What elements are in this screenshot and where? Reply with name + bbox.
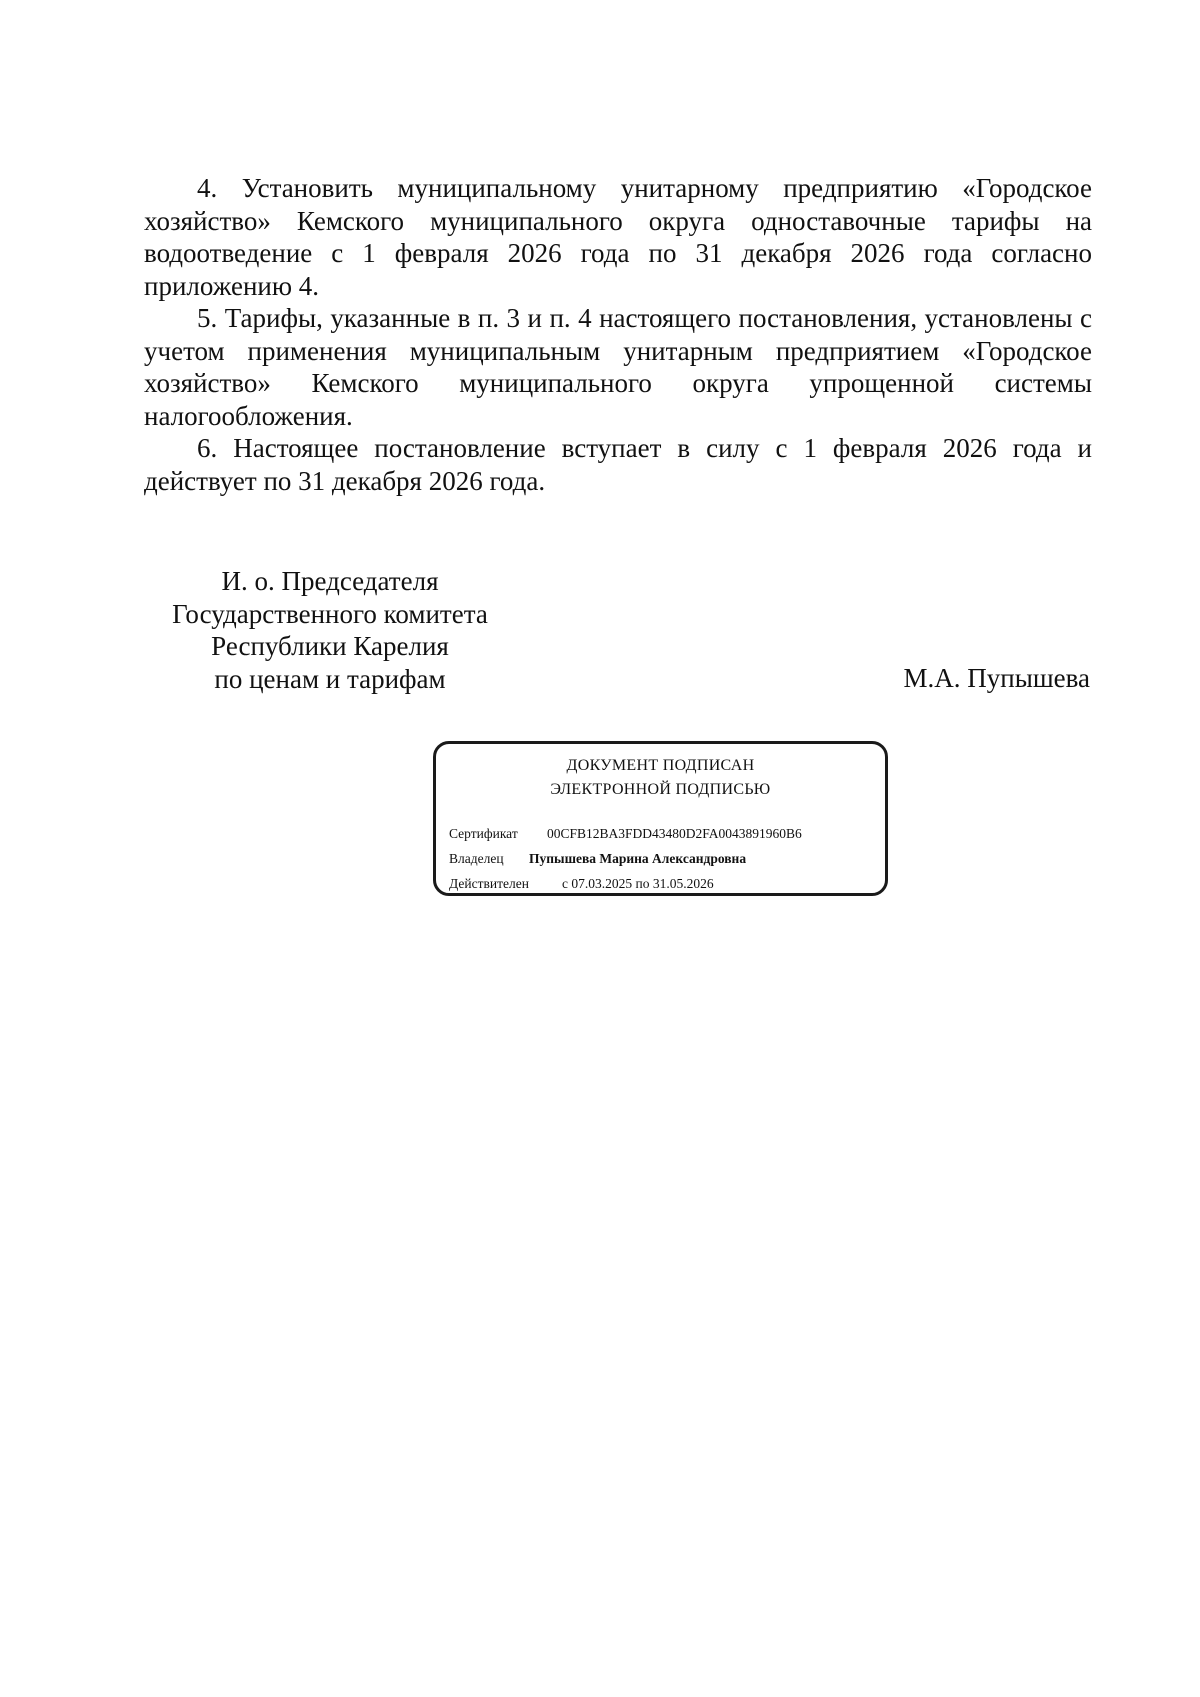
stamp-owner-row — [449, 850, 746, 868]
document-body — [144, 172, 1092, 497]
paragraph-5: 5. Тарифы, указанные в п. 3 и п. 4 настоящего постановления, установлены с учетом применения муниципальным унитарным предприятием «Городское хозяйство» Кемского муниципального округа упрощенной системы налогообложения. — [144, 303, 1092, 431]
certificate-label: Сертификат — [449, 826, 518, 841]
paragraph-4: 4. Установить муниципальному унитарному предприятию «Городское хозяйство» Кемского муниципального округа одноставочные тарифы на водоотведение с 1 февраля 2026 года по 31 декабря 2026 года согласно приложению 4. — [144, 173, 1092, 301]
owner-label: Владелец — [449, 851, 504, 866]
stamp-title-line: ЭЛЕКТРОННОЙ ПОДПИСЬЮ — [550, 781, 771, 798]
validity-value: с 07.03.2025 по 31.05.2026 — [562, 876, 714, 891]
signer-name: М.А. Пупышева — [903, 663, 1090, 693]
electronic-signature-stamp — [433, 741, 888, 896]
stamp-title — [436, 754, 885, 802]
position-line: по ценам и тарифам — [214, 663, 446, 694]
stamp-title-line: ДОКУМЕНТ ПОДПИСАН — [566, 757, 755, 774]
position-line: И. о. Председателя — [221, 566, 439, 596]
paragraph-6: 6. Настоящее постановление вступает в силу с 1 февраля 2026 года и действует по 31 декабря 2026 года. — [144, 433, 1092, 496]
certificate-value: 00CFB12BA3FDD43480D2FA0043891960B6 — [547, 826, 802, 841]
owner-value: Пупышева Марина Александровна — [529, 851, 747, 866]
position-line: Государственного комитета — [172, 598, 488, 629]
signatory-position — [140, 565, 520, 695]
stamp-validity-row — [449, 875, 714, 893]
validity-label: Действителен — [449, 876, 529, 891]
position-line: Республики Карелия — [211, 631, 449, 661]
stamp-certificate-row — [449, 825, 802, 843]
